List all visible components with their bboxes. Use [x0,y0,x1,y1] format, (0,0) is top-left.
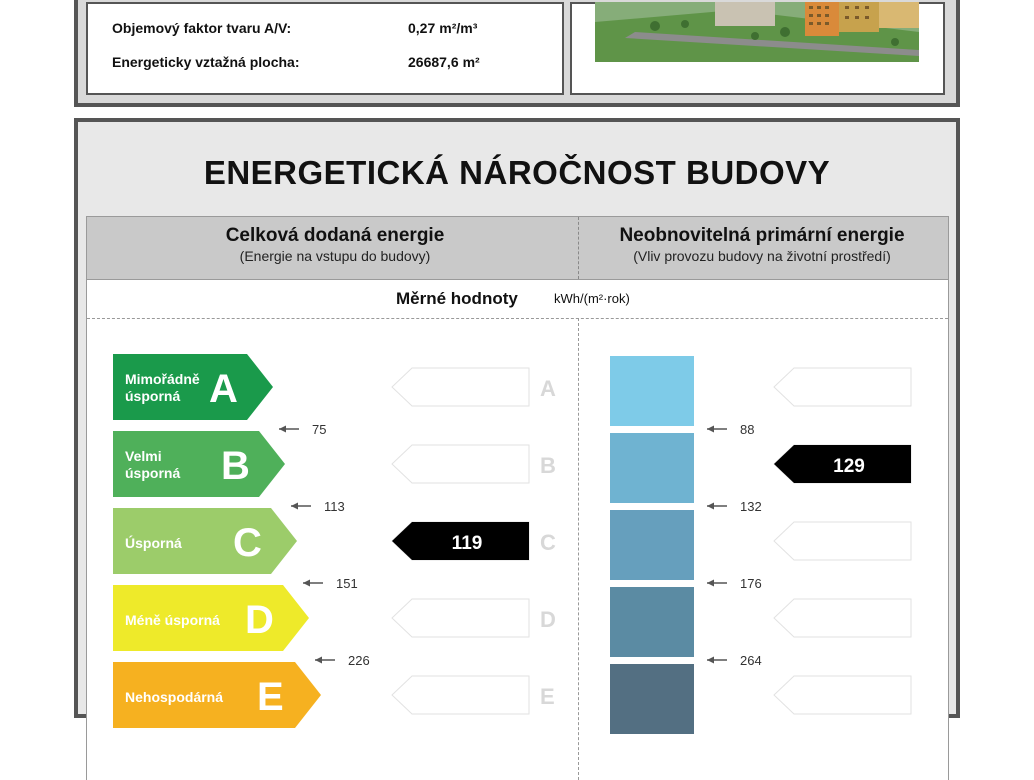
class-letter: C [233,521,262,565]
threshold-value: 176 [740,576,762,591]
threshold-value: 113 [324,499,345,514]
threshold-value: 88 [740,422,755,437]
column-headers [86,216,949,280]
class-letter: B [221,444,250,488]
class-name-line2: úsporná [125,388,181,404]
threshold-arrowhead [707,503,714,510]
class-bar-a [610,356,694,426]
right-column-subtitle: (Vliv provozu budovy na životní prostředí) [633,248,891,264]
class-name: Úsporná [125,535,182,551]
properties-box [86,2,564,95]
threshold-value: 264 [740,653,762,668]
property-value [408,20,477,36]
right-column-title: Neobnovitelná primární energie [619,225,905,246]
building-illustration [595,2,919,62]
indicator-slot-b [392,445,529,483]
class-name: Nehospodárná [125,689,224,705]
threshold-value: 75 [312,422,327,437]
left-column-title: Celková dodaná energie [225,225,445,246]
threshold-arrowhead [279,426,286,433]
building-photo [595,2,919,62]
energy-performance-panel [74,118,960,718]
property-number: 0,27 [408,20,436,36]
indicator-slot-e [774,676,911,714]
class-bar-b [610,433,694,503]
threshold-arrowhead [707,580,714,587]
indicator-slot-d [774,599,911,637]
property-number: 26687,6 [408,54,459,70]
right-column-header [522,225,1002,264]
class-bar-e [610,664,694,734]
right-result-value: 129 [833,456,865,477]
building-properties-panel [74,0,960,107]
class-bar-d [610,587,694,657]
threshold-arrowhead [291,503,298,510]
threshold-value: 151 [336,576,358,591]
ghost-letter: A [540,376,556,401]
left-column-header [95,225,575,264]
ghost-letter: B [540,453,556,478]
class-letter: A [209,367,238,411]
class-name-line1: Velmi [125,448,162,464]
energy-class-scale [87,280,950,780]
right-class-bars [610,356,694,734]
specific-values-unit: kWh/(m²·rok) [554,291,630,306]
property-row-floor-area [112,54,480,70]
class-bar-c [610,510,694,580]
scale-area [86,280,949,780]
property-unit: m² [462,54,480,70]
indicator-slot-e [392,676,529,714]
main-title: ENERGETICKÁ NÁROČNOST BUDOVY [203,154,831,191]
property-row-shape-factor [112,20,478,36]
indicator-slot-d [392,599,529,637]
left-class-arrows [113,354,321,728]
building-photo-box [570,2,945,95]
ghost-letter: D [540,607,556,632]
threshold-arrowhead [315,657,322,664]
class-name: Méně úsporná [125,612,220,628]
indicator-slot-a [774,368,911,406]
property-value [408,54,480,70]
threshold-arrowhead [707,657,714,664]
class-name-line2: úsporná [125,465,181,481]
right-thresholds [707,422,762,668]
class-arrow-b [113,431,285,497]
property-label: Energeticky vztažná plocha: [112,54,300,70]
right-indicator-slots [774,368,911,714]
threshold-value: 132 [740,499,762,514]
property-unit: m²/m³ [439,20,478,36]
class-name-line1: Mimořádně [125,371,200,387]
left-result-value: 119 [451,533,483,554]
threshold-arrowhead [707,426,714,433]
class-arrow-a [113,354,273,420]
specific-values-label: Měrné hodnoty [396,289,518,308]
class-letter: E [257,675,284,719]
property-label: Objemový faktor tvaru A/V: [112,20,292,36]
threshold-arrowhead [303,580,310,587]
threshold-value: 226 [348,653,370,668]
left-column-subtitle: (Energie na vstupu do budovy) [239,248,431,264]
indicator-slot-c [774,522,911,560]
ghost-letter: E [540,684,555,709]
class-letter: D [245,598,274,642]
indicator-slot-a [392,368,529,406]
ghost-letter: C [540,530,556,555]
